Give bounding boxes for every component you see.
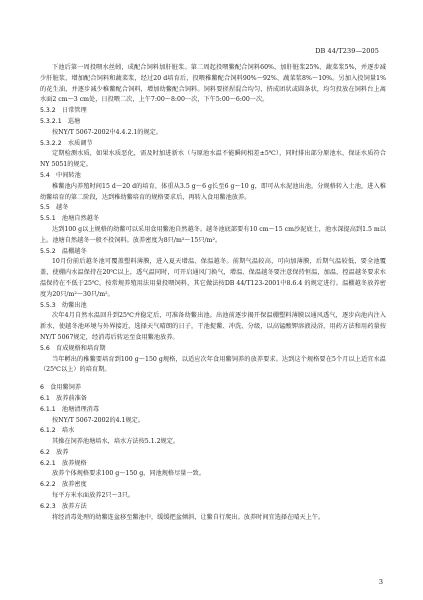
paragraph: 将经消毒处理的幼鳖连盆移至鳖池中，缓缓把盆倾斜，让鳖自行爬出。放养时间宜选择在晴天上午。 [52,513,325,521]
section-heading: 6.1 放养前准备 [40,394,87,402]
paragraph: 10月份前后越冬池可覆盖塑料薄膜，进入夏天增温、保温越冬。前期气温较高，可向加薄膜，后期气温较低，要全池覆盖，使棚内水温保持在20℃以上，透气温同时，可开启通风门换气，增温、保温越冬要注意保持恒温，加温，控温越冬要求水温保持在不低于25℃，按常规养殖用法用量投喂饲料，其它做法按DB 44/T123-2001中8.6.4 的规定进行。温棚越冬放养密度为20只/m²～30只/m²。 [40,258,386,298]
section-heading: 5.3.2.2 水质调节 [40,139,93,147]
section-heading: 5.5.1 池塘自然越冬 [40,215,100,223]
section-heading: 5.5.2 温棚越冬 [40,247,87,255]
section-heading: 6 食用鳖饲养 [40,384,82,392]
section-heading: 5.5 越冬 [40,204,69,212]
paragraph: 定期检测水质，如果水质恶化，需及时加进新水（与原池水温不能瞬间相差±5℃），同时排出部分原池水，保证水质符合NY 5051的规定。 [40,150,386,169]
section-heading: 5.6 育成规格和培育期 [40,344,106,352]
section-heading: 6.1.2 培水 [40,427,75,435]
section-heading: 5.3.2.1 巡塘 [40,117,81,125]
paragraph: 其操在饲养池塘培水，培水方法按5.1.2规定。 [52,438,180,446]
paragraph: 稚鳖池内养殖时间15 d～20 d的培育，体重从3.5 g～6 g长至6 g～10 g，即可从水泥池出池，分规格转入土池，进入稚幼鳖培育的第二阶段，达到稚幼鳖培育的规格要求后，再转入食用鳖池放养。 [40,182,386,201]
paragraph: 达到100 g以上规格的幼鳖可以采用食用鳖池自然越冬。越冬池底部要有10 cm～15 cm沙泥底土，池水深提高到1.5 m以上。池塘自然越冬一般不投饲料。放养密度为8只/m²～15只/m²。 [40,225,386,244]
section-heading: 6.2.2 放养密度 [40,481,87,489]
section-heading: 5.5.3 幼鳖出池 [40,301,87,309]
section-heading: 6.2.3 放养方法 [40,502,87,510]
paragraph: 按NY/T 5067-2002中4.4.2.1的规定。 [52,128,163,136]
paragraph: 按NY/T 5067-2002的4.1规定。 [52,416,145,424]
section-heading: 6.1.1 池塘清理消毒 [40,405,100,413]
section-gap [40,376,386,383]
paragraph: 下池后第一周投喂水丝蚓，成配合饲料加肝脏浆。第二周起投喂鳖配合饲料60%，加肝脏浆25%、蔬菜浆5%，并逐步减少肝脏浆，增加配合饲料和蔬菜浆，经过20 d培育后，投喂稚鳖配合饲料90%～92%、蔬菜浆8%～10%。另加入投饲量1%的花生油，并逐步减少稚鳖配合饲料，增加幼鳖配合饲料。饲料要搓捏混合均匀，挤成团状或圆条状，均匀投放在饲料台上离水面2 cm～3 cm处，日投喂二次，上午7:00～8:00一次，下午5:00～6:00一次。 [40,64,386,104]
section-heading: 5.4 中间转池 [40,171,81,179]
paragraph: 每平方米水面放养2只～3只。 [52,492,135,500]
standard-code: DB 44/T239—2005 [315,47,379,55]
section-heading: 6.2.1 放养规格 [40,459,87,467]
section-heading: 6.2 放养 [40,448,69,456]
paragraph: 放养个体规格要求100 g～150 g，同池规格尽量一致。 [52,470,206,478]
document-body [40,63,386,523]
page-number: 3 [378,578,383,586]
section-heading: 5.3.2 日常管理 [40,107,87,115]
paragraph: 当年孵出的稚鳖要培育到100 g～150 g规格，以适应次年食用鳖饲养的放养要求。达到这个规格要在5个月以上适宜水温（25℃以上）的培育期。 [40,355,386,374]
paragraph: 次年4月自然水温回升到25℃并稳定后，可准备幼鳖出池。出池前逐步揭开保温棚塑料薄膜以通风透气，逐步向池内注入新水，使越冬池环境与外界接近，选择天气晴朗的日子，干池捉鳖、冲洗、分级，以高锰酸钾溶液浸浴，用药方法和用药量按NY/T 5067规定，经消毒后转运至食用鳖池放养。 [40,312,386,341]
